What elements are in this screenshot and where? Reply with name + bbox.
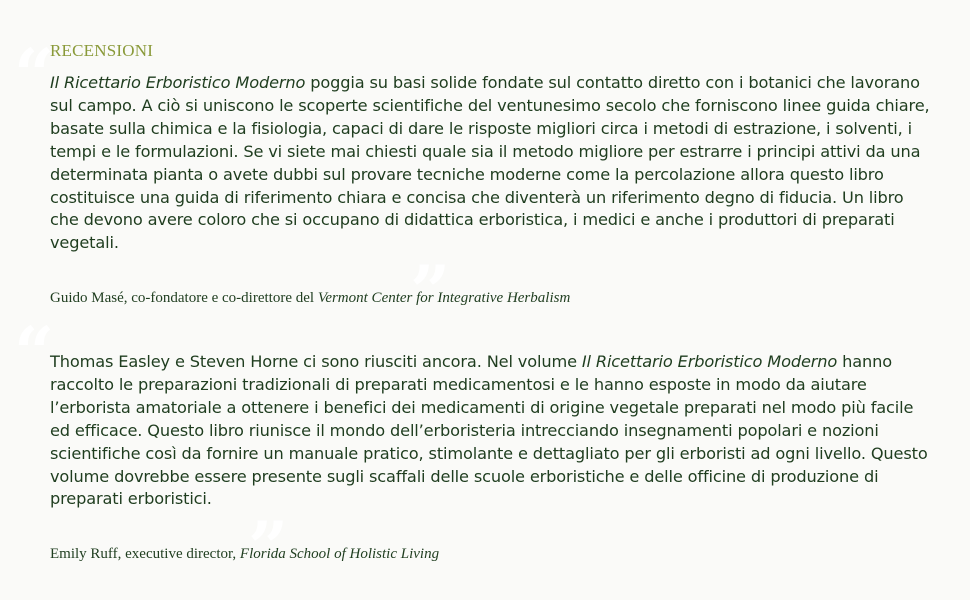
reviewer-name: Guido Masé, co-fondatore e co-direttore del (50, 290, 318, 306)
reviewer-organization: Vermont Center for Integrative Herbalism (317, 290, 571, 306)
review-attribution-2 (50, 546, 439, 563)
review-body: poggia su basi solide fondate sul contatto diretto con i botanici che lavorano sul campo. A ciò si uniscono le scoperte scientifiche del ventunesimo secolo che forniscono linee guida chiare, basate sulla chimica e la fisiologia, capaci di dare le risposte migliori circa i metodi di estrazione, i solventi, i tempi e le formulazioni. Se vi siete mai chiesti quale sia il metodo migliore per estrarre i principi attivi da una determinata pianta o avete dubbi sul provare tecniche moderne come la percolazione allora questo libro costituisce una guida di riferimento chiara e concisa che diventerà un riferimento degno di fiducia. Un libro che devono avere coloro che si occupano di didattica erboristica, i medici e anche i produttori di preparati vegetali. (50, 73, 930, 253)
review-attribution-1 (50, 290, 570, 307)
open-quote-icon: “ (14, 311, 55, 394)
section-label: RECENSIONI (50, 41, 154, 60)
open-quote-icon: “ (14, 33, 55, 116)
review-text-1 (50, 72, 930, 255)
review-intro: Thomas Easley e Steven Horne ci sono riusciti ancora. Nel volume (50, 352, 582, 371)
close-quote-icon: ” (248, 506, 289, 589)
close-quote-icon: ” (410, 250, 451, 333)
book-title: Il Ricettario Erboristico Moderno (50, 73, 306, 92)
review-body: hanno raccolto le preparazioni tradizionali di preparati medicamentosi e le hanno esposte in modo da aiutare l’erborista amatoriale a ottenere i benefici dei medicamenti di origine vegetale preparati nel modo più facile ed efficace. Questo libro riunisce il mondo dell’erboristeria intrecciando insegnamenti popolari e nozioni scientifiche così da fornire un manuale pratico, stimolante e dettagliato per gli erboristi ad ogni livello. Questo volume dovrebbe essere presente sugli scaffali delle scuole erboristiche e delle officine di produzione di preparati erboristici. (50, 352, 928, 509)
review-text-2 (50, 351, 930, 511)
reviewer-organization: Florida School of Holistic Living (239, 546, 440, 562)
book-title: Il Ricettario Erboristico Moderno (581, 352, 838, 371)
reviewer-name: Emily Ruff, executive director, (50, 546, 240, 562)
